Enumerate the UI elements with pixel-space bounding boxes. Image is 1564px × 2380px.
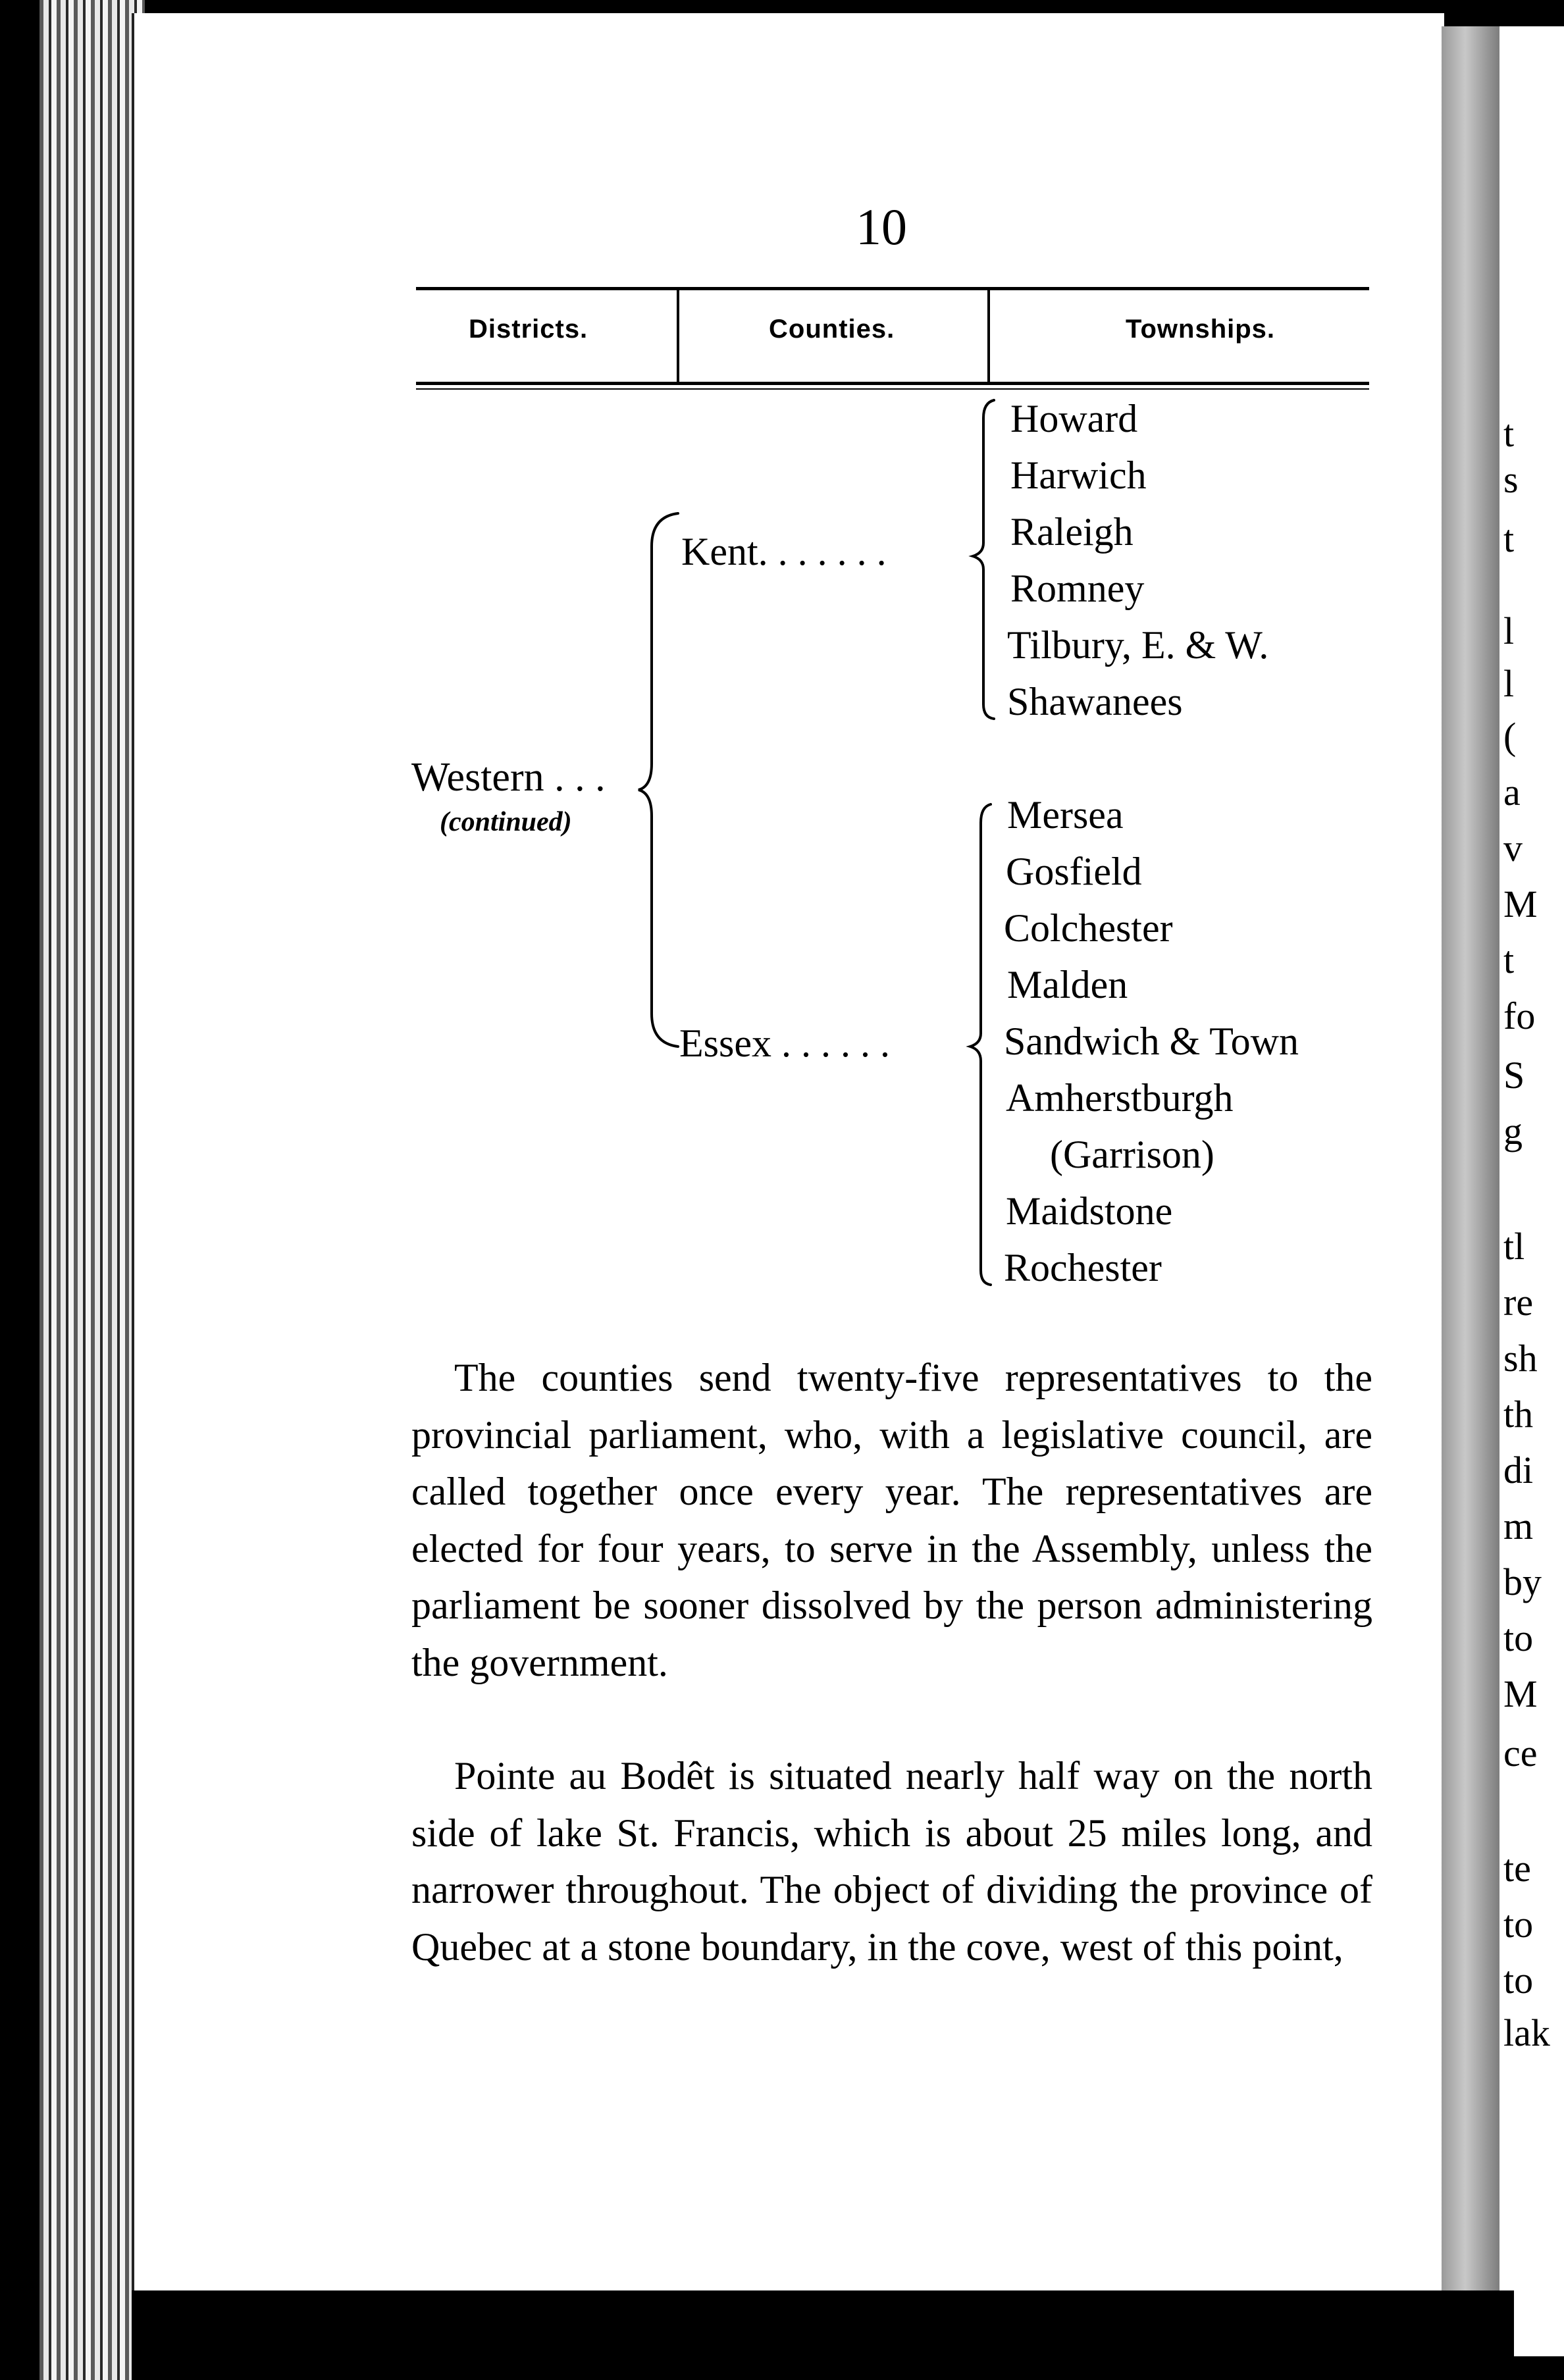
township: Romney bbox=[1010, 567, 1145, 610]
township: Rochester bbox=[1004, 1246, 1162, 1289]
adjacent-page-fragment: M bbox=[1503, 1672, 1538, 1715]
adjacent-page-fragment: t bbox=[1503, 939, 1515, 981]
adjacent-page-fragment: ce bbox=[1503, 1732, 1538, 1774]
township: Shawanees bbox=[1007, 680, 1183, 723]
adjacent-page-fragment: s bbox=[1503, 458, 1519, 501]
adjacent-page-fragment: to bbox=[1503, 1903, 1534, 1946]
adjacent-page-fragment: a bbox=[1503, 771, 1521, 814]
adjacent-page-fragment: m bbox=[1503, 1505, 1534, 1547]
adjacent-page-fragment: di bbox=[1503, 1449, 1534, 1491]
adjacent-page-fragment: g bbox=[1503, 1110, 1523, 1152]
adjacent-page-fragment: t bbox=[1503, 517, 1515, 560]
adjacent-page-fragment: re bbox=[1503, 1281, 1534, 1324]
adjacent-page-fragment: l bbox=[1503, 662, 1515, 705]
adjacent-page-fragment: ( bbox=[1503, 715, 1517, 758]
adjacent-page-fragment: M bbox=[1503, 883, 1538, 925]
adjacent-page-fragment: lak bbox=[1503, 2011, 1550, 2054]
district-note: (continued) bbox=[440, 807, 572, 837]
township: Raleigh bbox=[1010, 510, 1134, 554]
county-essex: Essex . . . . . . bbox=[679, 1022, 890, 1065]
county-kent: Kent. . . . . . . bbox=[681, 530, 887, 573]
page-number: 10 bbox=[856, 198, 907, 255]
paragraph-pointe-au-bodet: Pointe au Bodêt is situated nearly half way on the north side of lake St. Francis, which is about 25 miles long, and narrower throughout. The object of dividing the province of Quebec at a stone boundary, in the cove, west of this point, bbox=[411, 1754, 1372, 1969]
township: Amherstburgh bbox=[1006, 1076, 1234, 1120]
adjacent-page-fragment: to bbox=[1503, 1959, 1534, 2002]
paragraph-representatives: The counties send twenty-five representatives to the provincial parliament, who, with a legislative council, are called together once every year. The representatives are elected for four years, to serve in the Assembly, unless the parliament be sooner dissolved by the person administering the government. bbox=[411, 1356, 1372, 1684]
township: Harwich bbox=[1010, 453, 1147, 497]
kent-brace bbox=[973, 400, 994, 719]
adjacent-page-fragment: v bbox=[1503, 827, 1523, 869]
township: Mersea bbox=[1007, 793, 1124, 837]
district-brace bbox=[639, 513, 678, 1047]
adjacent-page-fragment: l bbox=[1503, 609, 1515, 652]
adjacent-page-fragment: fo bbox=[1503, 995, 1536, 1037]
township: Malden bbox=[1007, 963, 1128, 1006]
header-districts: Districts. bbox=[469, 315, 588, 344]
township: Howard bbox=[1010, 397, 1138, 440]
adjacent-page-fragment: tl bbox=[1503, 1225, 1525, 1268]
district-name: Western . . . bbox=[411, 755, 606, 800]
township: Colchester bbox=[1004, 906, 1173, 950]
township: Maidstone bbox=[1006, 1189, 1173, 1233]
township: Sandwich & Town bbox=[1004, 1020, 1299, 1063]
adjacent-page-fragment: th bbox=[1503, 1393, 1534, 1436]
township: Tilbury, E. & W. bbox=[1007, 623, 1269, 667]
essex-brace bbox=[970, 804, 991, 1285]
adjacent-page-fragment: t bbox=[1503, 412, 1515, 455]
township: (Garrison) bbox=[1050, 1133, 1214, 1176]
header-counties: Counties. bbox=[769, 315, 895, 344]
adjacent-page-fragment: sh bbox=[1503, 1337, 1538, 1380]
township: Gosfield bbox=[1006, 850, 1142, 893]
adjacent-page-fragment: te bbox=[1503, 1847, 1531, 1890]
adjacent-page-fragment: S bbox=[1503, 1054, 1525, 1097]
header-townships: Townships. bbox=[1126, 315, 1276, 344]
adjacent-page-fragment: to bbox=[1503, 1617, 1534, 1659]
adjacent-page-fragment: by bbox=[1503, 1561, 1542, 1603]
